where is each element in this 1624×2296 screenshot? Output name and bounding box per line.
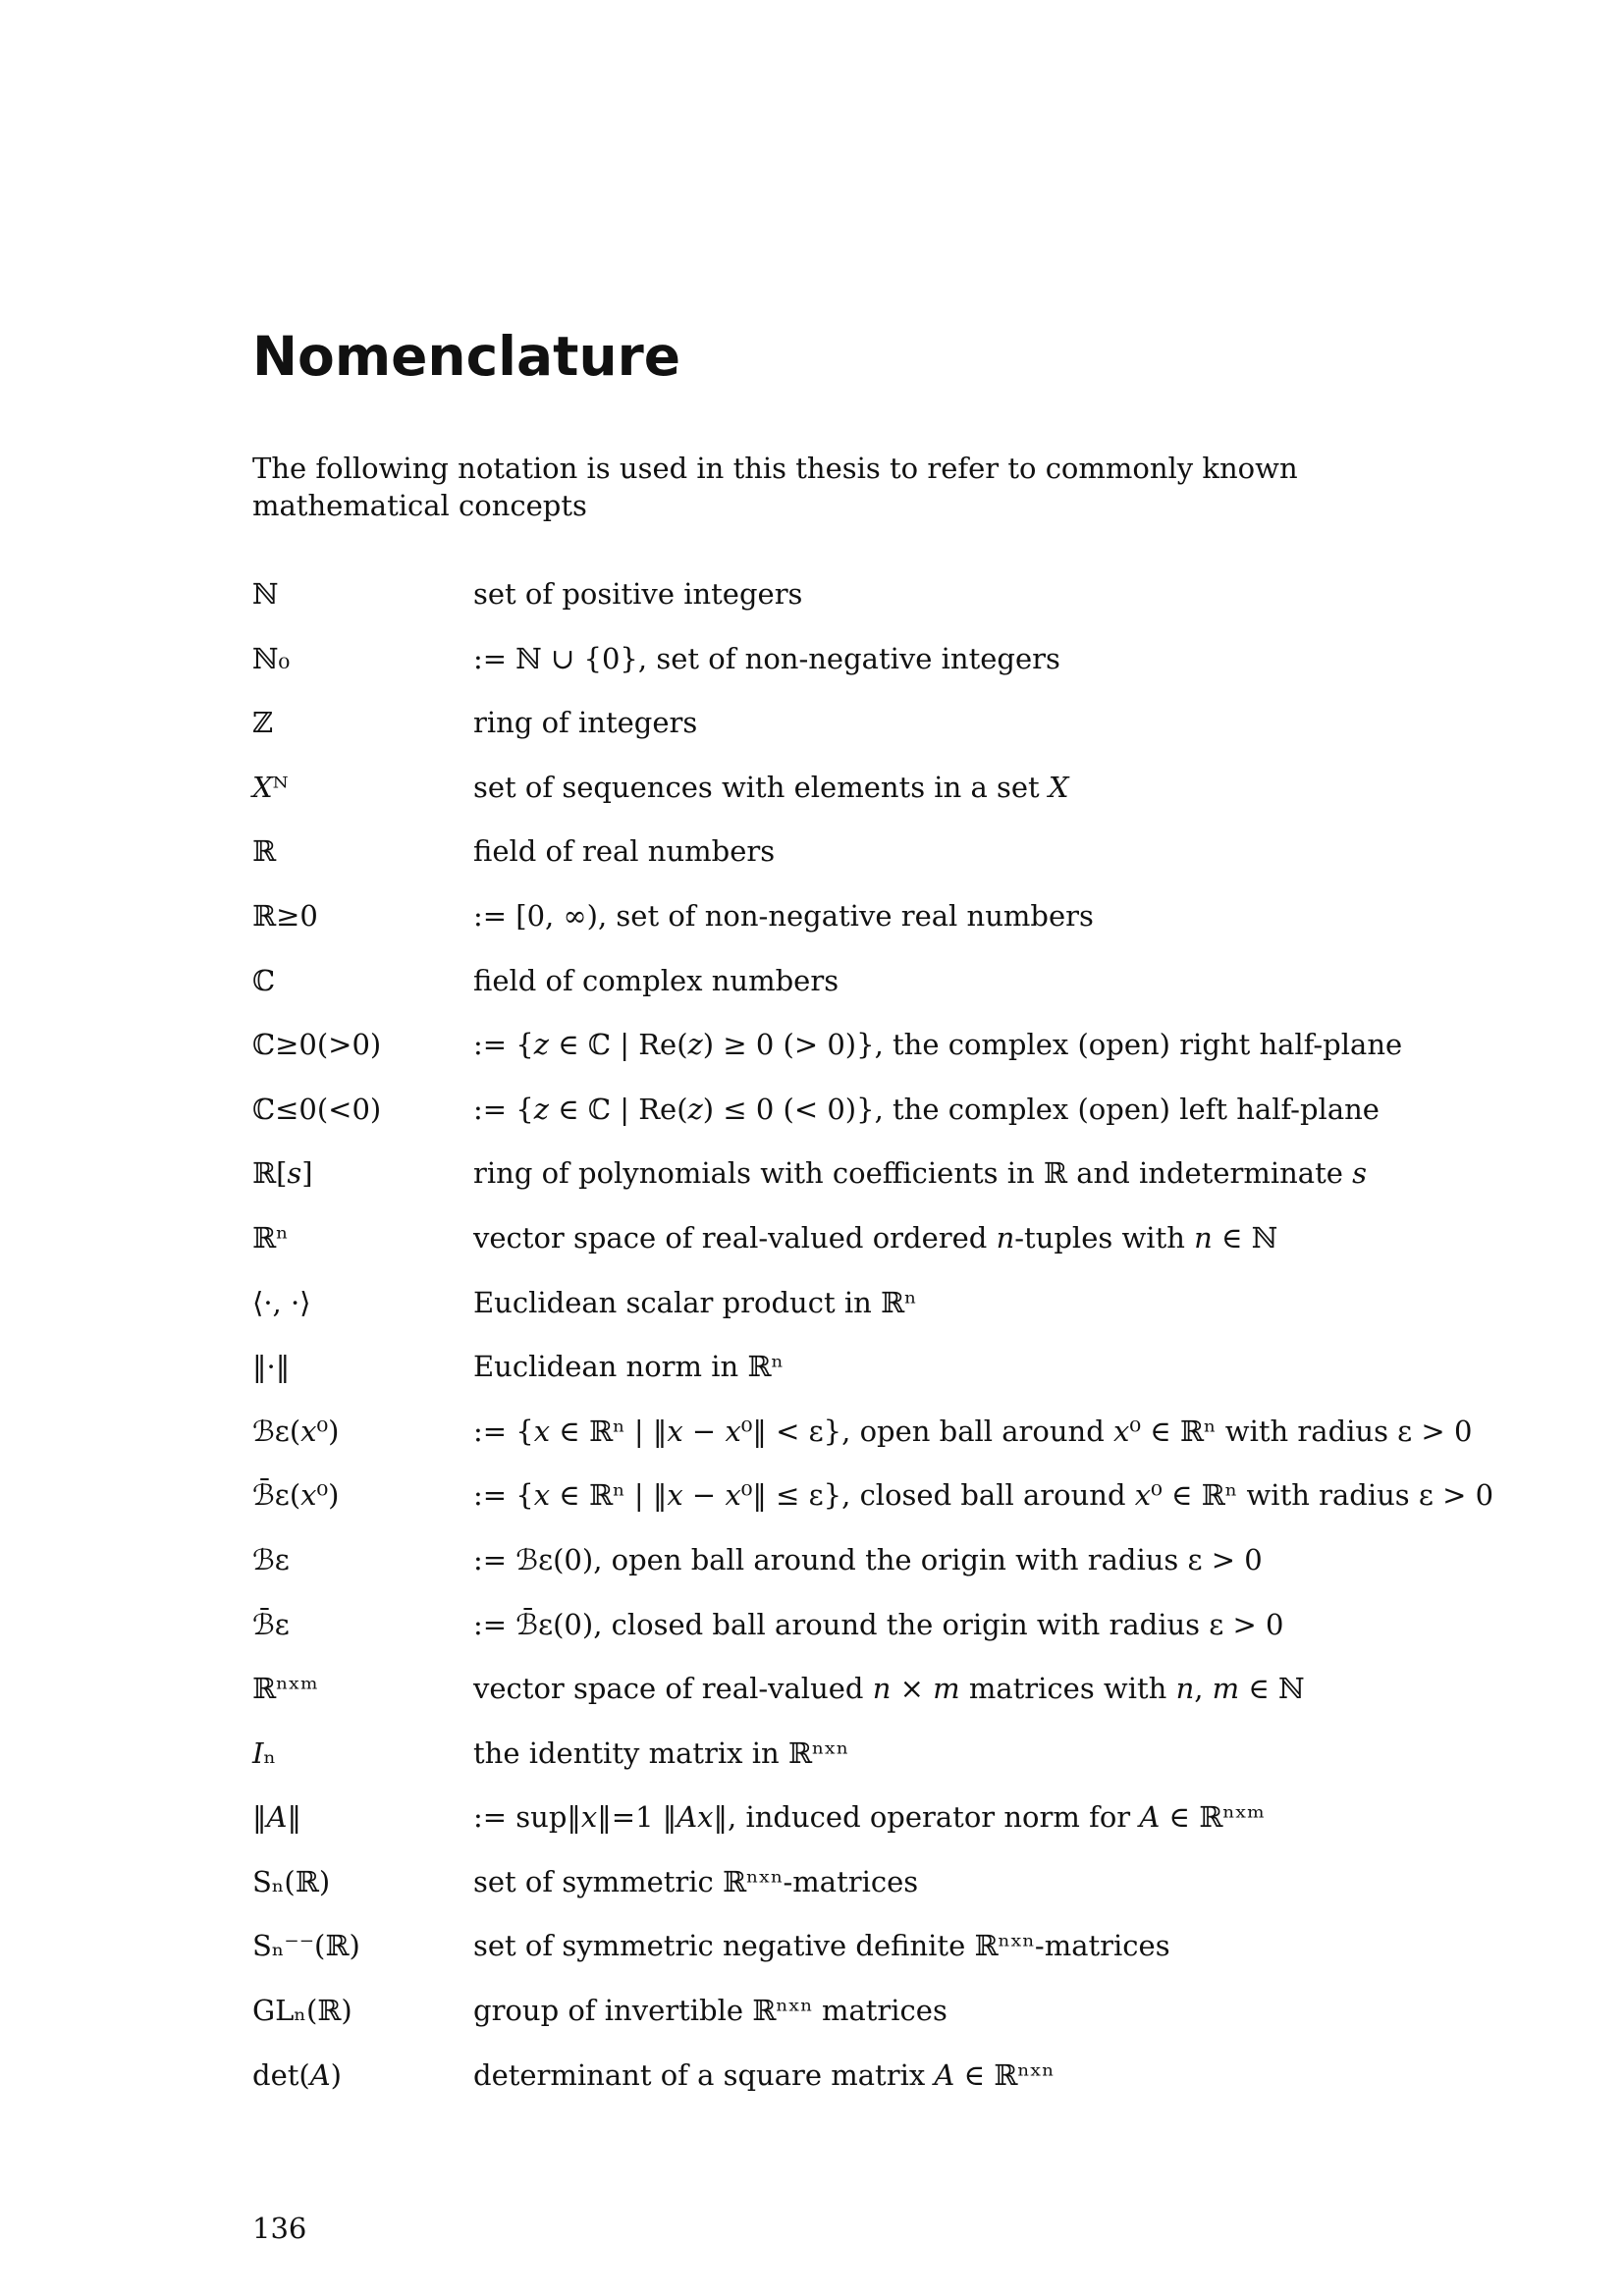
entry-description: field of real numbers — [473, 834, 776, 869]
entry-symbol: ℝ≥0 — [252, 898, 318, 933]
entry-description: ring of integers — [473, 706, 698, 740]
nomenclature-entry — [252, 640, 1431, 705]
entry-symbol: ℕ₀ — [252, 641, 291, 675]
nomenclature-entry — [252, 1670, 1431, 1735]
entry-description: vector space of real-valued 𝑛 × 𝑚 matrices with 𝑛, 𝑚 ∈ ℕ — [473, 1672, 1305, 1706]
intro-paragraph: The following notation is used in this thesis to refer to commonly known mathematical concepts — [252, 452, 1298, 522]
entry-description: := {𝑥 ∈ ℝⁿ | ‖𝑥 − 𝑥⁰‖ < ε}, open ball around 𝑥⁰ ∈ ℝⁿ with radius ε > 0 — [473, 1414, 1473, 1448]
entry-symbol: 𝑋ᴺ — [252, 770, 289, 804]
entry-description: vector space of real-valued ordered 𝑛-tuples with 𝑛 ∈ ℕ — [473, 1220, 1278, 1255]
page-title: Nomenclature — [252, 325, 681, 388]
nomenclature-entry — [252, 1154, 1431, 1219]
nomenclature-entry — [252, 1863, 1431, 1928]
entry-symbol: 𝐼ₙ — [252, 1735, 277, 1770]
entry-description: := ℬε(0), open ball around the origin with radius ε > 0 — [473, 1542, 1263, 1576]
entry-symbol: ℤ — [252, 706, 274, 740]
nomenclature-entry — [252, 962, 1431, 1027]
nomenclature-entry — [252, 1284, 1431, 1349]
nomenclature-entry — [252, 1927, 1431, 1992]
entry-symbol: Sₙ(ℝ) — [252, 1864, 331, 1898]
entry-symbol: det(𝐴) — [252, 2057, 342, 2092]
entry-symbol: ⟨·, ·⟩ — [252, 1285, 311, 1319]
entry-description: := [0, ∞), set of non-negative real numbers — [473, 898, 1094, 933]
entry-symbol: ℝ[𝑠] — [252, 1156, 313, 1191]
entry-symbol: ℂ — [252, 963, 276, 997]
nomenclature-entry — [252, 1798, 1431, 1863]
nomenclature-entry — [252, 1091, 1431, 1155]
entry-description: := sup‖𝑥‖=1 ‖𝐴𝑥‖, induced operator norm for 𝐴 ∈ ℝⁿˣᵐ — [473, 1800, 1265, 1835]
entry-symbol: ℕ — [252, 577, 279, 611]
entry-description: := ℬ̄ε(0), closed ball around the origin with radius ε > 0 — [473, 1607, 1284, 1641]
entry-description: set of symmetric negative definite ℝⁿˣⁿ-matrices — [473, 1929, 1170, 1963]
nomenclature-list — [252, 575, 1494, 2120]
entry-description: the identity matrix in ℝⁿˣⁿ — [473, 1735, 849, 1770]
entry-symbol: ℝ — [252, 834, 277, 869]
entry-description: group of invertible ℝⁿˣⁿ matrices — [473, 1994, 947, 2028]
entry-description: set of sequences with elements in a set 𝑋 — [473, 770, 1069, 804]
nomenclature-entry — [252, 1735, 1431, 1799]
entry-description: := ℕ ∪ {0}, set of non-negative integers — [473, 641, 1060, 675]
nomenclature-entry — [252, 1541, 1431, 1606]
entry-symbol: ℬε(𝑥⁰) — [252, 1414, 340, 1448]
entry-description: Euclidean scalar product in ℝⁿ — [473, 1285, 917, 1319]
nomenclature-entry — [252, 1606, 1431, 1671]
entry-description: determinant of a square matrix 𝐴 ∈ ℝⁿˣⁿ — [473, 2057, 1055, 2092]
entry-symbol: ‖·‖ — [252, 1350, 291, 1384]
entry-symbol: Sₙ⁻⁻(ℝ) — [252, 1929, 360, 1963]
nomenclature-entry — [252, 832, 1431, 897]
entry-description: set of positive integers — [473, 577, 803, 611]
entry-symbol: ℝⁿˣᵐ — [252, 1672, 318, 1706]
entry-description: ring of polynomials with coefficients in ℝ and indeterminate 𝑠 — [473, 1156, 1368, 1191]
entry-description: Euclidean norm in ℝⁿ — [473, 1350, 785, 1384]
nomenclature-entry — [252, 575, 1431, 640]
entry-symbol: ℂ≤0(<0) — [252, 1092, 382, 1126]
entry-description: field of complex numbers — [473, 963, 839, 997]
entry-symbol: ‖𝐴‖ — [252, 1800, 301, 1835]
nomenclature-entry — [252, 1476, 1494, 1541]
entry-description: set of symmetric ℝⁿˣⁿ-matrices — [473, 1864, 919, 1898]
nomenclature-entry — [252, 897, 1431, 962]
entry-symbol: ℂ≥0(>0) — [252, 1028, 382, 1062]
entry-symbol: ℬε — [252, 1542, 290, 1576]
nomenclature-entry — [252, 769, 1431, 833]
entry-symbol: ℝⁿ — [252, 1220, 289, 1255]
entry-description: := {𝑥 ∈ ℝⁿ | ‖𝑥 − 𝑥⁰‖ ≤ ε}, closed ball around 𝑥⁰ ∈ ℝⁿ with radius ε > 0 — [473, 1478, 1494, 1513]
page-number: 136 — [252, 2212, 307, 2245]
nomenclature-entry — [252, 2056, 1431, 2121]
nomenclature-entry — [252, 1219, 1431, 1284]
nomenclature-entry — [252, 1026, 1431, 1091]
entry-symbol: GLₙ(ℝ) — [252, 1994, 352, 2028]
nomenclature-entry — [252, 1348, 1431, 1413]
entry-symbol: ℬ̄ε — [252, 1607, 290, 1641]
nomenclature-entry — [252, 1413, 1473, 1477]
entry-description: := {𝑧 ∈ ℂ | Re(𝑧) ≤ 0 (< 0)}, the complex (open) left half-plane — [473, 1092, 1380, 1126]
nomenclature-entry — [252, 1992, 1431, 2056]
nomenclature-entry — [252, 704, 1431, 769]
entry-symbol: ℬ̄ε(𝑥⁰) — [252, 1478, 340, 1513]
entry-description: := {𝑧 ∈ ℂ | Re(𝑧) ≥ 0 (> 0)}, the complex (open) right half-plane — [473, 1028, 1403, 1062]
